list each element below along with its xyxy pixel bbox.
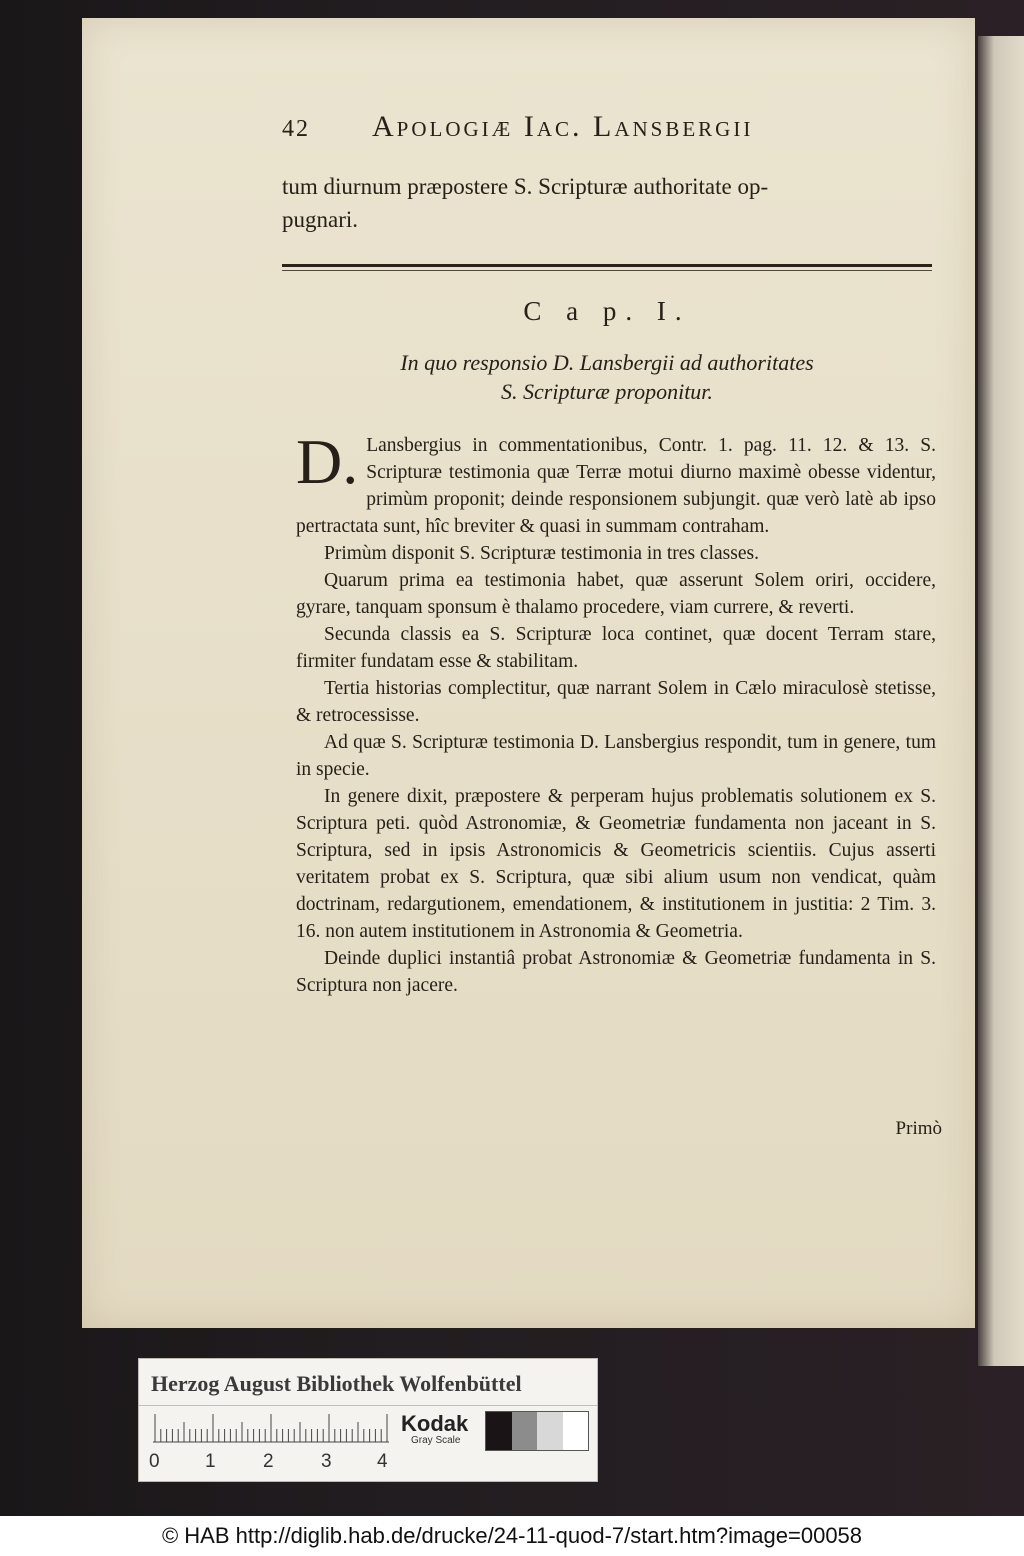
- footer-credit: © HAB http://diglib.hab.de/drucke/24-11-quod-7/start.htm?image=00058: [161, 1523, 863, 1548]
- copyright-footer: [0, 1516, 1024, 1556]
- kodak-logo: Kodak: [401, 1411, 469, 1436]
- catchword: Primò: [895, 1118, 942, 1139]
- ruler-number: 3: [321, 1451, 332, 1472]
- ruler-number: 0: [149, 1451, 160, 1472]
- header-rule-thin: [282, 270, 932, 271]
- chapter-heading: C a p. I.: [523, 296, 691, 326]
- swatch: [486, 1412, 512, 1450]
- ruler-scale: [153, 1413, 389, 1443]
- institution-name: Herzog August Bibliothek Wolfenbüttel: [151, 1371, 522, 1396]
- paragraph: Primùm disponit S. Scripturæ testimonia in tres classes.: [324, 543, 759, 564]
- ruler-number: 4: [377, 1451, 388, 1472]
- running-head: [282, 110, 982, 150]
- intro-text: [282, 170, 942, 236]
- paragraph: Quarum prima ea testimonia habet, quæ asserunt Solem oriri, occidere, gyrare, tanquam sponsum è thalamo procedere, viam currere, & reverti.: [296, 570, 936, 618]
- gray-swatches: [485, 1411, 589, 1451]
- body-text: [296, 426, 936, 999]
- header-rule: [282, 264, 932, 267]
- paragraph: Ad quæ S. Scripturæ testimonia D. Lansbergius respondit, tum in genere, tum in specie.: [296, 732, 936, 780]
- intro-line: pugnari.: [282, 207, 359, 232]
- ruler-number: 1: [205, 1451, 216, 1472]
- paragraph: In genere dixit, præpostere & perperam hujus problematis solutionem ex S. Scriptura peti. quòd Astronomiæ, & Geometriæ fundamenta non jaceant in S. Scriptura, sed in ipsis Astronomicis & Geometricis scientiis. Cujus asserti veritatem probat ex S. Scriptura, quæ sibi alium usum non vendicat, quàm doctrinam, redargutionem, emendationem, & institutionem in justitia: 2 Tim. 3. 16. non autem institutionem in Astronomia & Geometria.: [296, 786, 936, 942]
- subtitle-line: S. Scripturæ proponitur.: [501, 379, 713, 404]
- swatch: [512, 1412, 538, 1450]
- paragraph: Deinde duplici instantiâ probat Astronomiæ & Geometriæ fundamenta in S. Scriptura non jacere.: [296, 948, 936, 996]
- gray-scale-label: Gray Scale: [411, 1435, 461, 1446]
- subtitle-line: In quo responsio D. Lansbergii ad authoritates: [400, 350, 814, 375]
- paragraph-text: Lansbergius in commentationibus, Contr. 1. pag. 11. 12. & 13. S. Scripturæ testimonia quæ Terræ motui diurno maximè obesse videntur, primùm proponit; deinde responsionem subjungit. quæ verò latè ab ipso pertractata sunt, hîc breviter & quasi in summam contraham.: [296, 435, 936, 537]
- ruler-numbers: [149, 1451, 409, 1473]
- card-divider: [139, 1405, 597, 1406]
- swatch: [563, 1412, 589, 1450]
- swatch: [537, 1412, 563, 1450]
- ruler-number: 2: [263, 1451, 274, 1472]
- book-page: [82, 18, 975, 1328]
- paragraph: [296, 426, 936, 540]
- intro-line: tum diurnum præpostere S. Scripturæ authoritate op-: [282, 174, 769, 199]
- running-title: Apologiæ Iac. Lansbergii: [372, 110, 754, 143]
- facing-page-edge: [978, 36, 1024, 1366]
- color-target-card: [138, 1358, 598, 1482]
- drop-capital: D.: [296, 426, 359, 497]
- chapter-subtitle: [282, 348, 932, 406]
- paragraph: Secunda classis ea S. Scripturæ loca continet, quæ docent Terram stare, firmiter fundatam esse & stabilitam.: [296, 624, 936, 672]
- paragraph: Tertia historias complectitur, quæ narrant Solem in Cælo miraculosè stetisse, & retrocessisse.: [296, 678, 936, 726]
- page-number: 42: [282, 116, 310, 142]
